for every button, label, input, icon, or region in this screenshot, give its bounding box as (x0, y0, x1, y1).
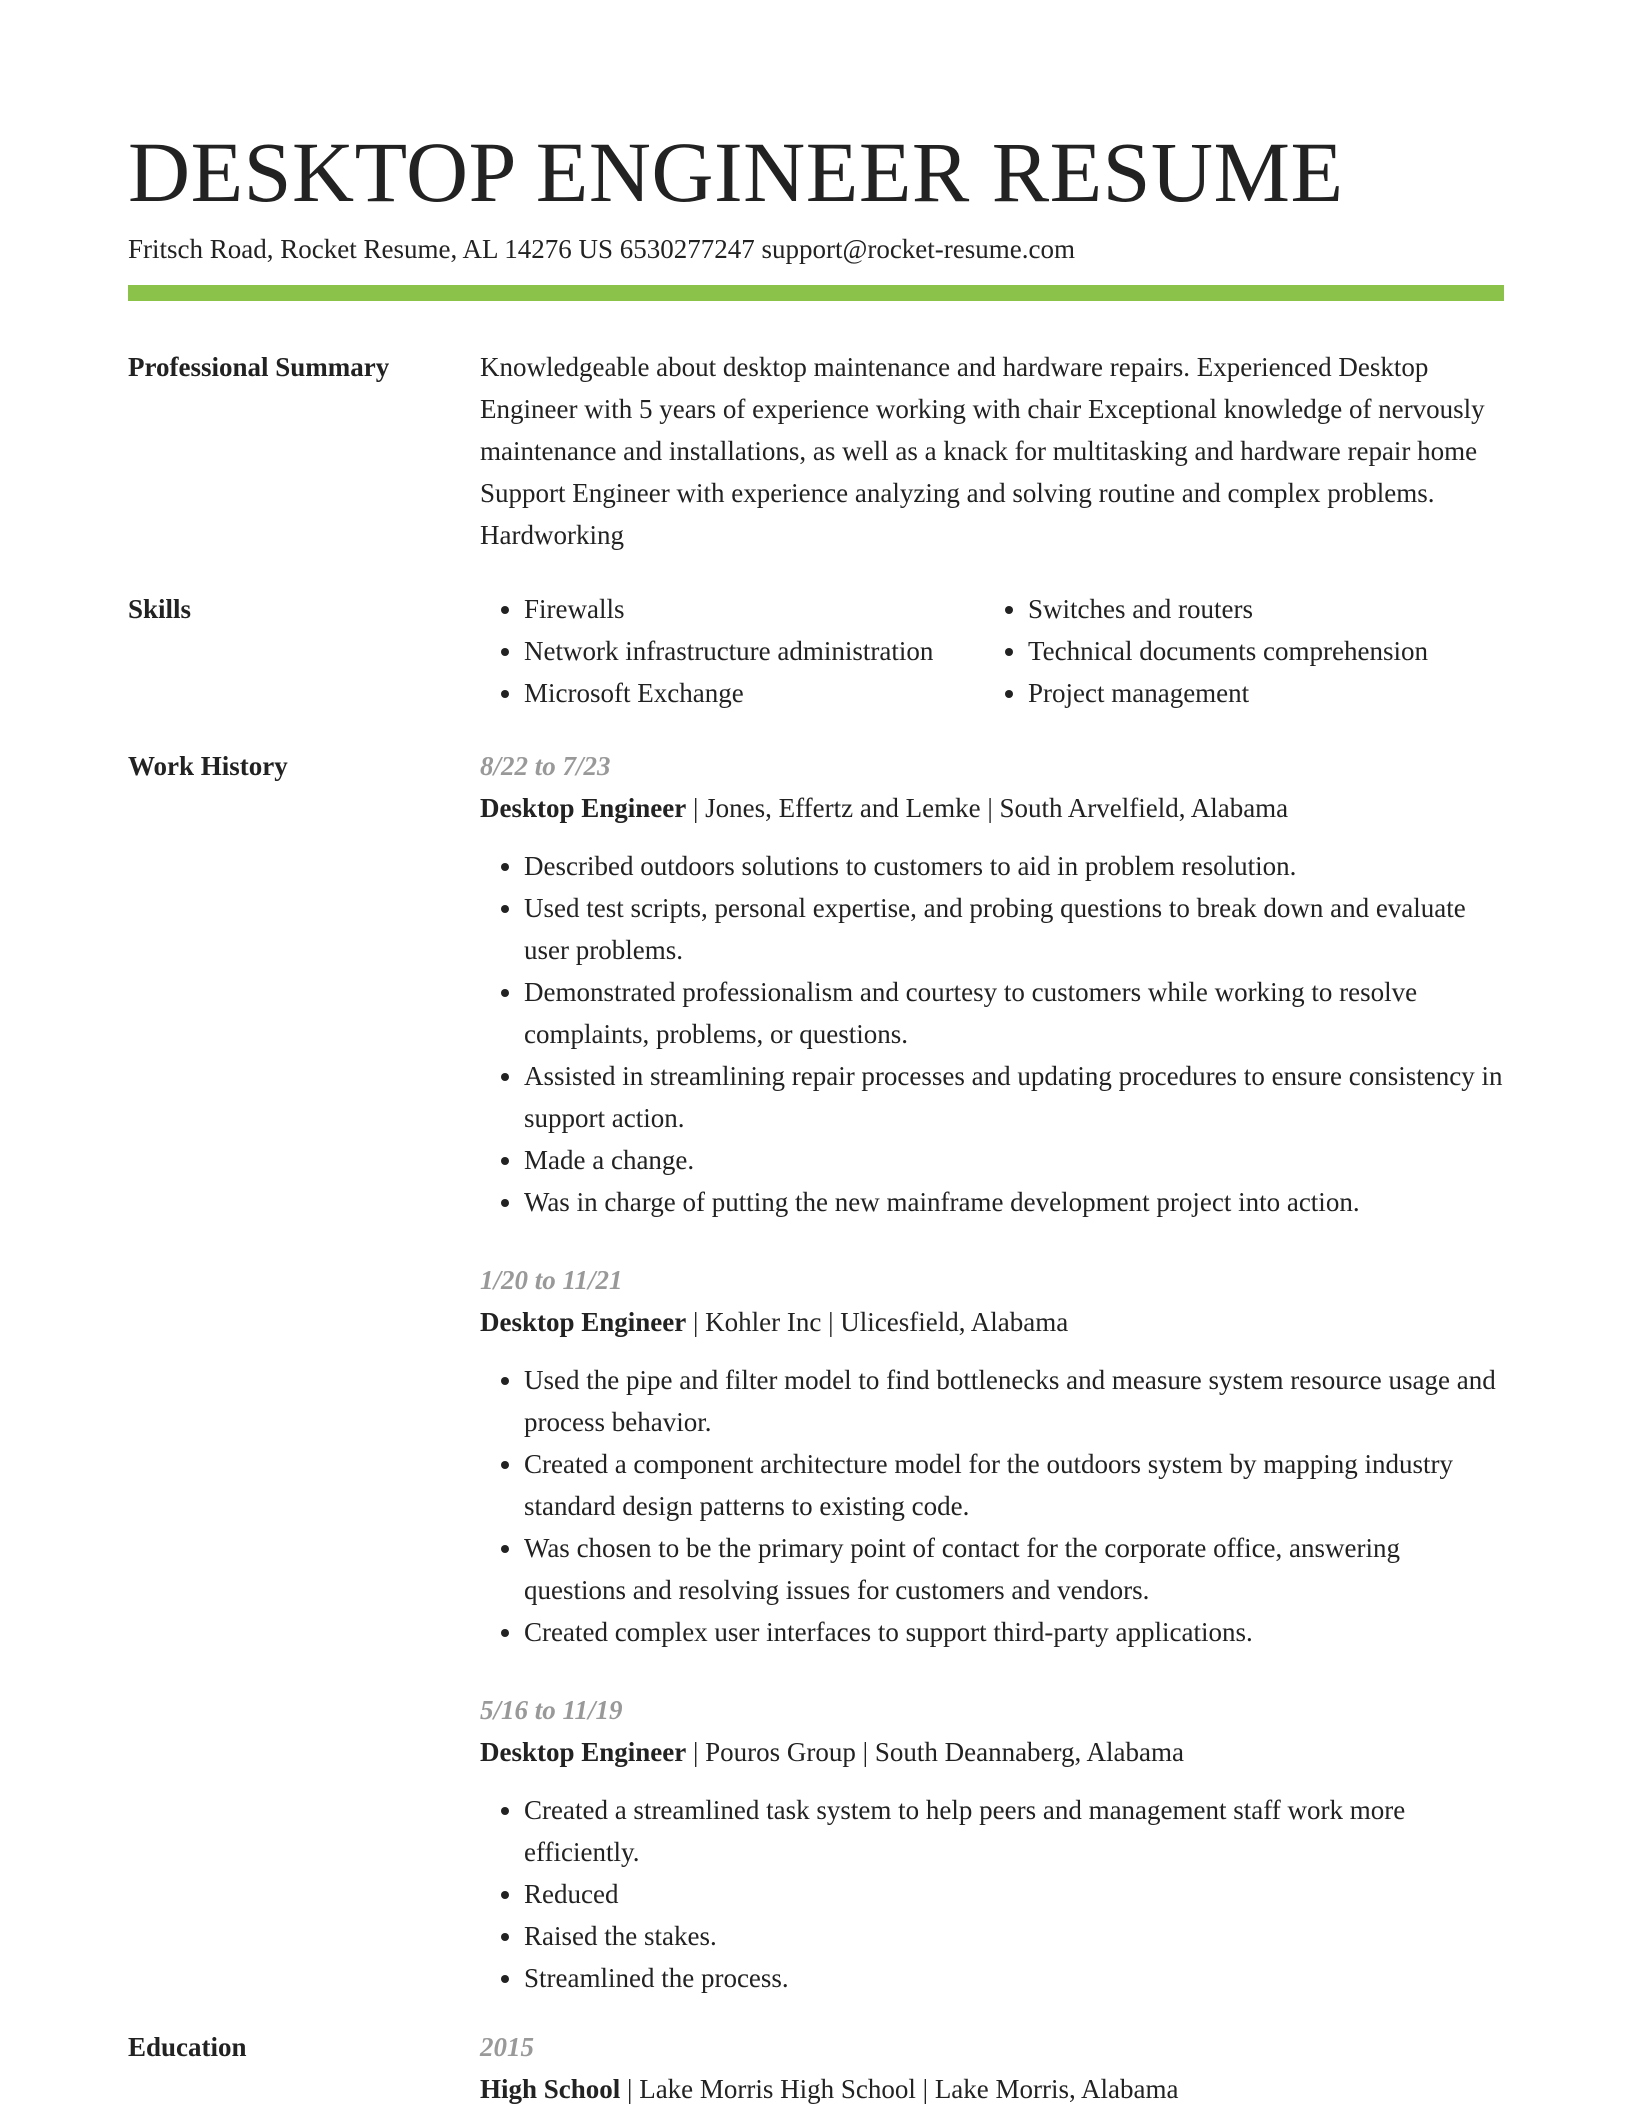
education-degree: High School (480, 2074, 621, 2104)
job-bullet: • Used the pipe and filter model to find bottlenecks and measure system resource usage and process behavior. (524, 1359, 1504, 1443)
job-date: 5/16 to 11/19 (480, 1695, 623, 1725)
skills-list-right (984, 588, 1488, 714)
job-heading (480, 787, 1504, 829)
job-entry (480, 1259, 1504, 1653)
job-bullets (480, 845, 1504, 1223)
job-bullet: • Created a component architecture model for the outdoors system by mapping industry standard design patterns to existing code. (524, 1443, 1504, 1527)
job-details: | Kohler Inc | Ulicesfield, Alabama (686, 1307, 1069, 1337)
job-entry (480, 745, 1504, 1223)
skills-list-left (480, 588, 984, 714)
skill-item: • Microsoft Exchange (524, 672, 984, 714)
job-details: | Pouros Group | South Deannaberg, Alabama (686, 1737, 1184, 1767)
education-label: Education (128, 2032, 247, 2062)
job-heading (480, 1731, 1504, 1773)
job-entry (480, 1689, 1504, 1999)
education-date: 2015 (480, 2032, 534, 2062)
job-details: | Jones, Effertz and Lemke | South Arvelfield, Alabama (686, 793, 1289, 823)
work-history-body (480, 745, 1504, 2035)
job-heading (480, 1301, 1504, 1343)
job-role: Desktop Engineer (480, 1737, 687, 1767)
skill-item: • Firewalls (524, 588, 984, 630)
job-date: 1/20 to 11/21 (480, 1265, 623, 1295)
job-bullet: • Created complex user interfaces to support third-party applications. (524, 1611, 1504, 1653)
education-body (480, 2026, 1504, 2126)
summary-body (480, 346, 1504, 556)
skill-item: • Switches and routers (1028, 588, 1488, 630)
skill-item: • Network infrastructure administration (524, 630, 984, 672)
job-role: Desktop Engineer (480, 1307, 687, 1337)
job-bullet: • Demonstrated professionalism and courtesy to customers while working to resolve complaints, problems, or questions. (524, 971, 1504, 1055)
skills-label: Skills (128, 594, 192, 624)
job-bullet: • Assisted in streamlining repair processes and updating procedures to ensure consistency in support action. (524, 1055, 1504, 1139)
job-bullet: • Used test scripts, personal expertise, and probing questions to break down and evaluate user problems. (524, 887, 1504, 971)
education-details: | Lake Morris High School | Lake Morris, Alabama (620, 2074, 1179, 2104)
job-bullet: • Was in charge of putting the new mainframe development project into action. (524, 1181, 1504, 1223)
job-bullet: • Streamlined the process. (524, 1957, 1504, 1999)
job-bullets (480, 1359, 1504, 1653)
job-role: Desktop Engineer (480, 793, 687, 823)
work-history-label: Work History (128, 751, 288, 781)
skill-item: • Technical documents comprehension (1028, 630, 1488, 672)
summary-text: Knowledgeable about desktop maintenance and hardware repairs. Experienced Desktop Engineer with 5 years of experience working with chair Exceptional knowledge of nervously maintenance and installations, as well as a knack for multitasking and hardware repair home Support Engineer with experience analyzing and solving routine and complex problems. Hardworking (480, 352, 1485, 550)
resume-title: DESKTOP ENGINEER RESUME (128, 124, 1344, 220)
job-bullet: • Reduced (524, 1873, 1504, 1915)
job-bullet: • Made a change. (524, 1139, 1504, 1181)
skill-item: • Project management (1028, 672, 1488, 714)
job-date: 8/22 to 7/23 (480, 751, 611, 781)
job-bullet: • Created a streamlined task system to help peers and management staff work more efficiently. (524, 1789, 1504, 1873)
summary-label: Professional Summary (128, 352, 390, 382)
education-heading (480, 2068, 1504, 2110)
job-bullets (480, 1789, 1504, 1999)
skills-body (480, 588, 1504, 714)
job-bullet: • Raised the stakes. (524, 1915, 1504, 1957)
job-bullet: • Was chosen to be the primary point of contact for the corporate office, answering questions and resolving issues for customers and vendors. (524, 1527, 1504, 1611)
contact-line: Fritsch Road, Rocket Resume, AL 14276 US 6530277247 support@rocket-resume.com (128, 234, 1075, 264)
accent-divider (128, 285, 1504, 301)
job-bullet: • Described outdoors solutions to customers to aid in problem resolution. (524, 845, 1504, 887)
